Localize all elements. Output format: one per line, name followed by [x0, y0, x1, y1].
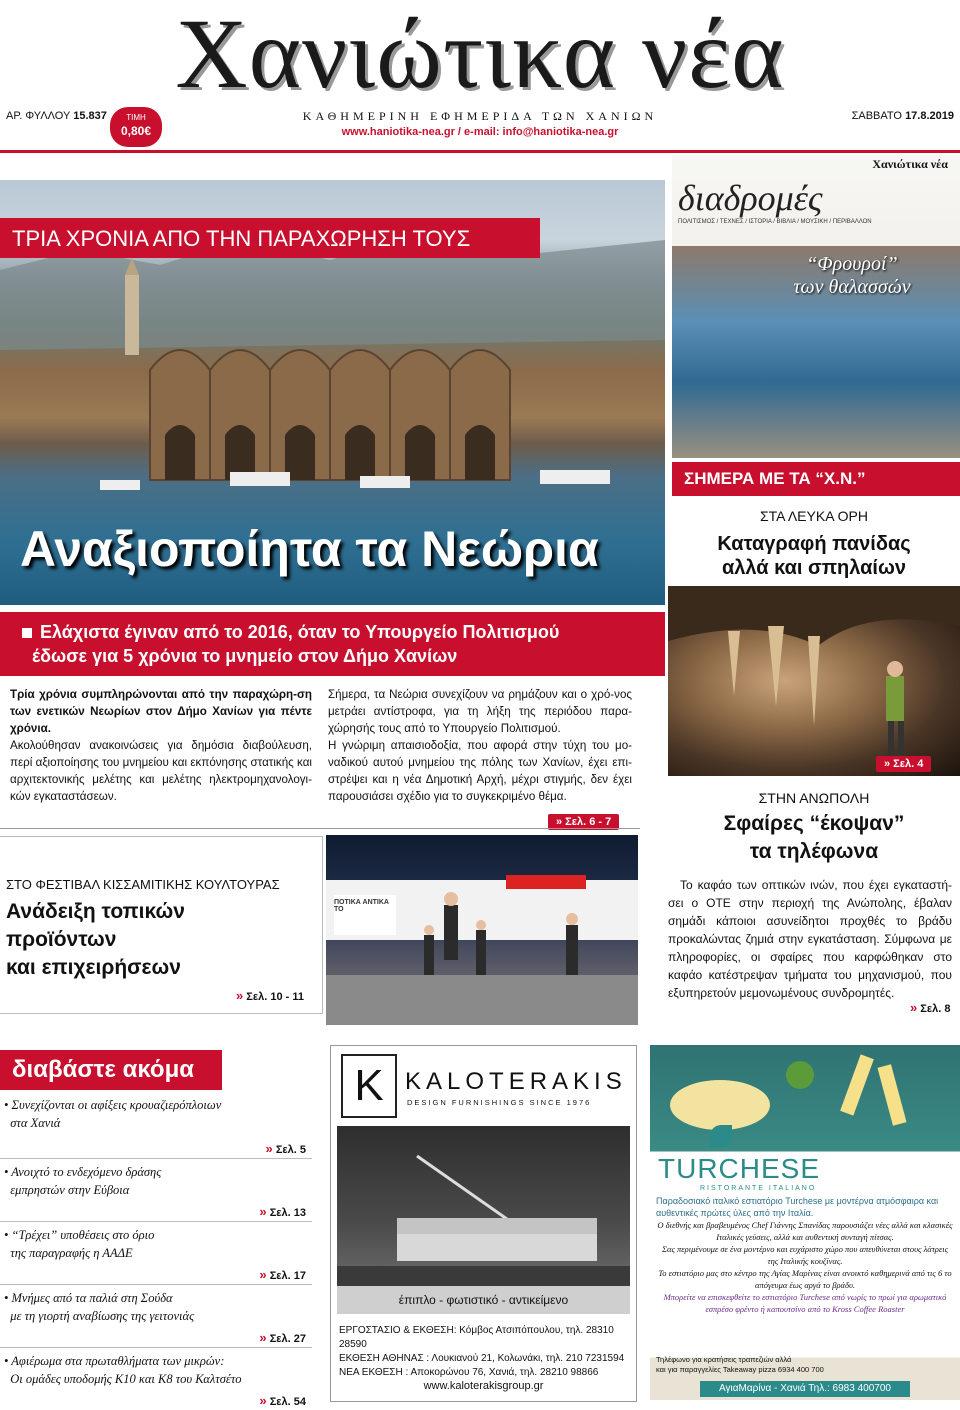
- more-item[interactable]: • “Τρέχει” υποθέσεις στο όριο της παραγραφής η ΑΑΔΕ » Σελ. 17: [0, 1221, 312, 1284]
- ad-turchese[interactable]: [650, 1045, 960, 1400]
- lead-col1-body: Ακολούθησαν ανακοινώσεις για δημόσια διαβούλευση, περί αξιοποίησης του μνημείου και εκπόνησης στατικής και αρχιτεκτονικής μελέτης και μελέτης ηλεκτρομηχανολογι-κών εγκαταστάσεων.: [10, 739, 312, 803]
- lead-col2-p2: Η γνώριμη απαισιοδοξία, που αφορά στην τύχη του μο-ναδικού αυτού μνημείου της πόλης των Χανίων, έχει επι-στρέψει και η νέα Δημοτική Αρχή, μέχρι στιγμής, δεν έχει παρουσιάσει σχέδιο για το συγκεκριμένο θέμα.: [328, 739, 632, 803]
- more-item[interactable]: • Μνήμες από τα παλιά στη Σούδα με τη γιορτή αναβίωσης της γειτονιάς » Σελ. 27: [0, 1284, 312, 1347]
- masthead-rule: [0, 150, 960, 153]
- anopoli-headline: Σφαίρες “έκοψαν” τα τηλέφωνα: [723, 812, 905, 863]
- festival-headline: Ανάδειξη τοπικών προϊόντων και επιχειρήσεων: [6, 900, 185, 979]
- anopoli-page-ref[interactable]: » Σελ. 8: [910, 1000, 951, 1015]
- anopoli-body: Το καφάο των οπτικών ινών, που έχει εγκαταστή-σει ο ΟΤΕ στην περιοχή της Ανώπολης, έβαλαν σημάδι κάποιοι ασυνείδητοι προχθές το βράδυ προκαλώντας ζημιά στην εγκατάσταση. Σύμφωνα με πληροφορίες, οι σφαίρες που καρφώθηκαν στο καφάο κατέστρεψαν τμήματα του μηχανισμού, που εξυπηρετούν μεμονωμένους συνδρομητές.: [668, 878, 952, 1000]
- divider: [0, 828, 640, 829]
- more-list: [0, 1096, 312, 1410]
- masthead-tagline: ΚΑΘΗΜΕΡΙΝΗ ΕΦΗΜΕΡΙΔΑ ΤΩΝ ΧΑΝΙΩΝ: [302, 109, 658, 123]
- wm-headline: Καταγραφή πανίδας αλλά και σπηλαίων: [717, 533, 911, 579]
- anopoli-kicker: ΣΤΗΝ ΑΝΩΠΟΛΗ: [758, 790, 870, 806]
- more-title: διαβάστε ακόμα: [12, 1056, 195, 1083]
- sofa-illustration: [337, 1126, 630, 1286]
- supplement-banner: ΣΗΜΕΡΑ ΜΕ ΤΑ “Χ.Ν.”: [672, 462, 960, 496]
- lead-page-ref[interactable]: » Σελ. 6 - 7: [548, 814, 619, 830]
- turchese-body: Ο διεθνής και βραβευμένος Chef Γιάννης Σπανίδας παρουσιάζει νέες αλλά και κλασικές Ιταλικές γεύσεις, αλλά και αυθεντική συνταγή πίτσας. Σας περιμένουμε σε ένα μοντέρνο και ευχάριστο χώρο που απευθύνεται στους λάτρεις της Ιταλικής κουζίνας. Το εστιατόριο μας στο κέντρο της Αγίας Μαρίνας είναι ανοικτό καθημερινά από τις 6 το απόγευμα έως αργά το βράδυ. Μπορείτε να επισκεφθείτε το εστιατόριο Turchese από νωρίς το πρωί για αρωματικό εσπρέσο φρέντο ή καπουτσίνο από το Kross Coffee Roaster: [657, 1220, 953, 1314]
- lead-column-2: [328, 686, 632, 805]
- lotus-icon: [710, 1125, 732, 1147]
- cover-title: “Φρουροί” των θαλασσών: [793, 253, 911, 298]
- turchese-sub: RISTORANTE ITALIANO: [700, 1185, 817, 1192]
- bullet-square-icon: [22, 628, 32, 638]
- kaloterakis-addresses: ΕΡΓΟΣΤΑΣΙΟ & ΕΚΘΕΣΗ: Κόμβος Ατσιπόπουλου, τηλ. 28310 28590 ΕΚΘΕΣΗ ΑΘΗΝΑΣ : Λουκιανού 21, Κολωνάκι, τηλ. 210 7231594 ΝΕΑ ΕΚΘΕΣΗ : Αποκορώνου 76, Χανιά, τηλ. 28210 98866: [339, 1325, 625, 1378]
- lead-col2-p1: Σήμερα, τα Νεώρια συνεχίζουν να ρημάζουν και ο χρό-νος μετράει αντίστροφα, για τη λήξη της περιόδου παρα-χώρησής τους από το Υπουργείο Πολιτισμού.: [328, 688, 632, 735]
- kaloterakis-brand: KALOTERAKIS: [405, 1068, 627, 1095]
- cover-logo: διαδρομές: [678, 178, 823, 218]
- turchese-phone-note: Τηλέφωνο για κρατήσεις τραπεζιών αλλά και για παραγγελίες Takeaway pizza 6934 400 700: [656, 1355, 824, 1374]
- masthead-website[interactable]: www.haniotika-nea.gr / e-mail: info@haniotika-nea.gr: [341, 126, 619, 138]
- price-badge: ΤΙΜΗ 0,80€: [110, 107, 162, 147]
- issue-date: ΣΑΒΒΑΤΟ 17.8.2019: [851, 110, 954, 122]
- festival-page-ref[interactable]: » Σελ. 10 - 11: [236, 988, 304, 1003]
- festival-kicker: ΣΤΟ ΦΕΣΤΙΒΑΛ ΚΙΣΣΑΜΙΤΙΚΗΣ ΚΟΥΛΤΟΥΡΑΣ: [6, 877, 280, 892]
- more-item[interactable]: • Συνεχίζονται οι αφίξεις κρουαζιερόπλοιων στα Χανιά » Σελ. 5: [4, 1098, 306, 1156]
- wm-kicker: ΣΤΑ ΛΕΥΚΑ ΟΡΗ: [759, 508, 868, 524]
- more-item[interactable]: • Αφιέρωμα στα πρωταθλήματα των μικρών: Οι ομάδες υποδομής Κ10 και Κ8 του Καλτσέτο » Σελ. 54: [0, 1347, 312, 1410]
- kaloterakis-band: έπιπλο - φωτιστικό - αντικείμενο: [337, 1286, 630, 1314]
- lead-kicker-band: [0, 218, 540, 258]
- lead-headline: Αναξιοποίητα τα Νεώρια: [20, 521, 599, 577]
- turchese-brand: TURCHESE: [658, 1153, 821, 1184]
- more-item[interactable]: • Ανοιχτό το ενδεχόμενο δράσης εμπρηστών στην Εύβοια » Σελ. 13: [0, 1158, 312, 1221]
- lead-kicker: ΤΡΙΑ ΧΡΟΝΙΑ ΑΠΟ ΤΗΝ ΠΑΡΑΧΩΡΗΣΗ ΤΟΥΣ: [12, 226, 471, 251]
- ad-kaloterakis[interactable]: [330, 1045, 637, 1402]
- lead-column-1: [10, 686, 312, 805]
- wm-page-ref[interactable]: » Σελ. 4: [876, 756, 931, 772]
- kaloterakis-logo-icon: K: [341, 1054, 397, 1118]
- kaloterakis-url[interactable]: www.kaloterakisgroup.gr: [423, 1380, 544, 1392]
- cave-photo: [668, 586, 960, 776]
- festival-stand-sign: ΠΟΤΙΚΑ ΑΝΤΙΚΑ ΤΟ: [334, 899, 389, 913]
- masthead-title: Χανιώτικα νέα: [175, 0, 785, 109]
- turchese-intro: Παραδοσιακό ιταλικό εστιατόριο Turchese με μοντέρνα ατμόσφαιρα και αυθεντικές πρώτες ύλες από την Ιταλία.: [656, 1196, 939, 1218]
- kaloterakis-photo: [337, 1126, 630, 1286]
- cover-brand: Χανιώτικα νέα: [872, 157, 948, 171]
- supplement-cover[interactable]: [672, 155, 960, 458]
- lead-intro: Τρία χρόνια συμπληρώνονται από την παραχώρη-ση των ενετικών Νεωρίων στον Δήμο Χανίων για πέντε χρόνια.: [10, 688, 312, 735]
- lead-subhead: Ελάχιστα έγιναν από το 2016, όταν το Υπουργείο Πολιτισμού έδωσε για 5 χρόνια το μνημείο στον Δήμο Χανίων: [22, 620, 662, 668]
- festival-illustration: [326, 835, 638, 1025]
- turchese-footer: ΑγιαΜαρίνα - Χανιά Τηλ.: 6983 400700: [700, 1381, 910, 1397]
- kaloterakis-tagline: DESIGN FURNISHINGS SINCE 1976: [407, 1098, 592, 1107]
- turchese-food-illustration: [650, 1045, 960, 1149]
- issue-number: ΑΡ. ΦΥΛΛΟΥ 15.837: [6, 110, 107, 122]
- festival-photo: [326, 835, 638, 1025]
- cave-illustration: [668, 586, 960, 776]
- cover-sections: ΠΟΛΙΤΙΣΜΟΣ / ΤΕΧΝΕΣ / ΙΣΤΟΡΙΑ / ΒΙΒΛΙΑ / ΜΟΥΣΙΚΗ / ΠΕΡΙΒΑΛΛΟΝ: [678, 219, 872, 225]
- more-title-band: [0, 1050, 222, 1090]
